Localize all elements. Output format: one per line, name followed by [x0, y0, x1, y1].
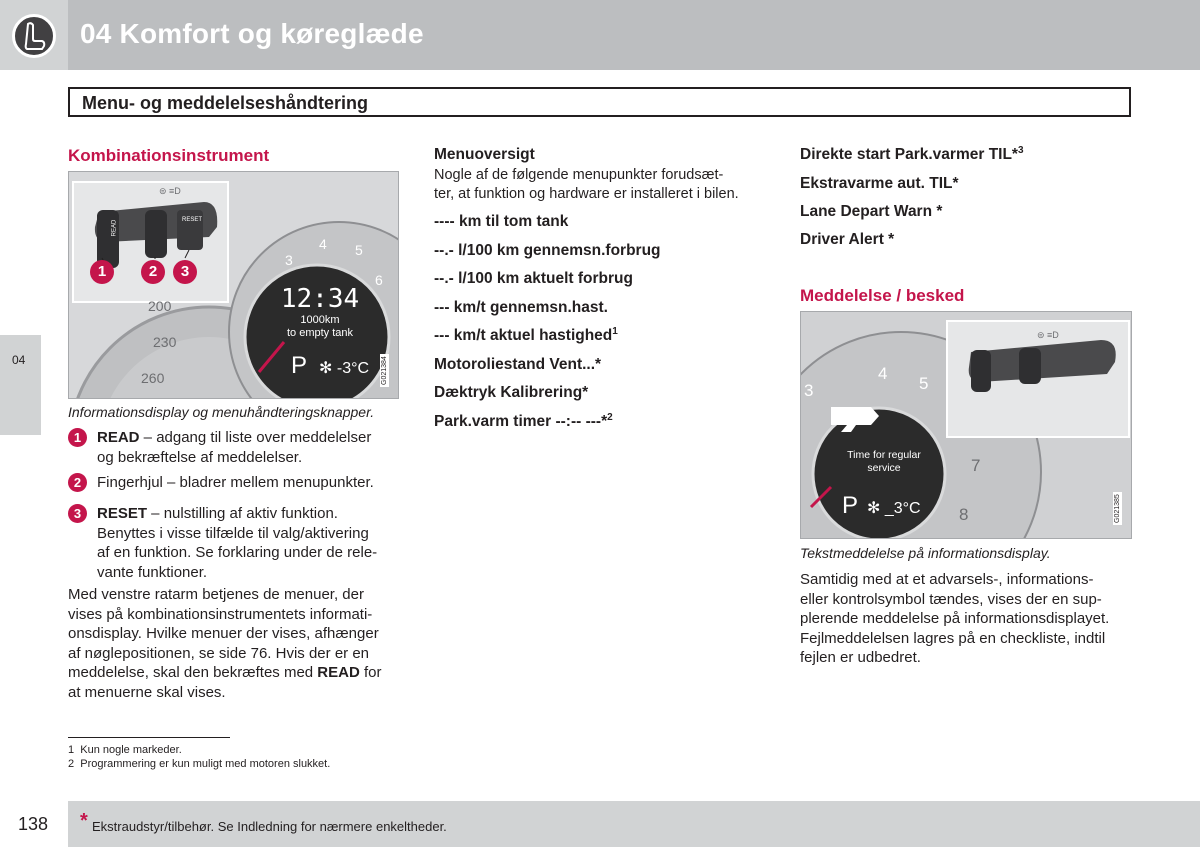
speedo-label-200: 200 [148, 298, 172, 314]
chapter-side-tab [0, 335, 41, 435]
intro-line: Nogle af de følgende menupunkter forudsæt- [434, 167, 724, 183]
paragraph-line: Fejlmeddelelsen lagres på en checkliste, indtil [800, 629, 1106, 647]
footnote-number: 2 [68, 758, 75, 770]
figure-code: G021384 [381, 356, 388, 385]
list-item-text: – nulstilling af aktiv funktion. [147, 505, 338, 522]
display-temperature [867, 498, 921, 518]
list-item-reset [97, 504, 377, 582]
gauge-label-3: 3 [804, 381, 814, 400]
display-temperature [319, 358, 369, 378]
figure-caption-left: Informationsdisplay og menuhåndteringsknapper. [68, 404, 375, 420]
menu-item-text: ---- km til tom tank [434, 213, 569, 230]
list-item-bold: READ [97, 429, 140, 446]
footer-text: Ekstraudstyr/tilbehør. Se Indledning for nærmere enkeltheder. [92, 819, 447, 834]
list-item-bold: RESET [97, 505, 148, 522]
list-item-text: Fingerhjul – bladrer mellem menupunkter. [97, 474, 374, 491]
menu-item-text: Lane Depart Warn * [800, 203, 943, 220]
side-tab-label: 04 [12, 353, 26, 367]
menu-item-text: Motoroliestand Vent...* [434, 356, 602, 373]
footnote-1 [68, 744, 182, 756]
menu-item [434, 213, 568, 231]
paragraph-line: Med venstre ratarm betjenes de menuer, der [68, 586, 364, 603]
menu-intro [434, 166, 739, 204]
intro-line: ter, at funktion og hardware er installeret i bilen. [434, 186, 739, 202]
menu-item [434, 413, 613, 431]
list-marker-1: 1 [68, 428, 87, 447]
menu-item-text: --- km/t gennemsn.hast. [434, 299, 608, 316]
menu-item [434, 384, 588, 402]
paragraph-line: vises på kombinationsinstrumentets informati- [68, 605, 373, 623]
figure-caption-right: Tekstmeddelelse på informationsdisplay. [800, 545, 1051, 561]
display-line-2: to empty tank [286, 327, 354, 339]
message-line-2: service [867, 462, 901, 474]
message-line-1: Time for regular [847, 449, 921, 461]
display-temperature-value: -3°C [336, 360, 370, 377]
stalk-read-label: READ [111, 219, 118, 237]
footnote-number: 1 [68, 744, 75, 756]
list-marker-3: 3 [68, 504, 87, 523]
heading-kombinationsinstrument: Kombinationsinstrument [68, 146, 270, 165]
figure-code: G021385 [1114, 494, 1121, 523]
footer-star: * [80, 810, 88, 832]
menu-item [800, 203, 942, 221]
paragraph-line: af nøglepositionen, se side 76. Hvis der er en [68, 644, 370, 662]
rpm-label-6: 6 [375, 272, 383, 288]
list-item-read [97, 428, 371, 467]
rpm-label-3: 3 [285, 252, 293, 268]
menu-item-text: Driver Alert * [800, 231, 895, 248]
message-display-figure [800, 311, 1132, 539]
list-item-fingerhjul [97, 473, 374, 493]
display-gear: P [842, 492, 859, 519]
display-gear: P [291, 352, 308, 379]
display-temperature-value: _3°C [884, 500, 921, 517]
menu-item-text: --.- l/100 km gennemsn.forbrug [434, 242, 661, 259]
heading-menuoversigt: Menuoversigt [434, 146, 535, 163]
list-item-text: og bekræftelse af meddelelser. [97, 448, 303, 466]
menu-item [800, 146, 1024, 164]
menu-item-text: Park.varm timer --:-- ---* [434, 413, 608, 430]
menu-item-text: --- km/t aktuel hastighed [434, 327, 613, 344]
chapter-title: 04 Komfort og køreglæde [80, 18, 424, 49]
section-title-box [68, 87, 1131, 117]
speedo-label-230: 230 [153, 334, 177, 350]
paragraph-line: meddelelse, skal den bekræftes med [68, 664, 318, 682]
paragraph-line: for [359, 664, 382, 682]
heading-meddelelse: Meddelelse / besked [800, 286, 965, 305]
footer-band [68, 801, 1200, 847]
footnote-rule [68, 737, 230, 738]
list-item-text: – adgang til liste over meddelelser [139, 429, 372, 446]
section-title: Menu- og meddelelseshåndtering [82, 93, 369, 113]
footnote-ref: 2 [607, 411, 613, 423]
left-paragraph [68, 585, 382, 703]
list-item-text: Benyttes i visse tilfælde til valg/aktivering [97, 524, 369, 542]
paragraph-bold: READ [317, 664, 360, 682]
menu-item-text: --.- l/100 km aktuelt forbrug [434, 270, 633, 287]
snowflake-icon: ✻ [319, 360, 337, 377]
svg-text:⊜ ≡D: ⊜ ≡D [159, 186, 181, 196]
display-line-1: 1000km [300, 314, 340, 326]
menu-item [434, 299, 608, 317]
rpm-label-5: 5 [355, 242, 363, 258]
right-paragraph [800, 570, 1109, 668]
gauge-label-8: 8 [959, 505, 969, 524]
menu-item [434, 270, 633, 288]
menu-item-text: Direkte start Park.varmer TIL* [800, 146, 1018, 163]
seat-icon [12, 14, 56, 58]
footnote-ref: 3 [1017, 144, 1024, 156]
footnote-text: Programmering er kun muligt med motoren slukket. [80, 758, 331, 770]
footnote-text: Kun nogle markeder. [80, 744, 182, 756]
paragraph-line: plerende meddelelse på informationsdisplayet. [800, 610, 1110, 628]
menu-item [800, 175, 959, 193]
marker-3: 3 [173, 260, 197, 284]
rpm-label-4: 4 [319, 236, 327, 252]
paragraph-line: onsdisplay. Hvilke menuer der vises, afhænger [68, 625, 379, 643]
marker-1: 1 [90, 260, 114, 284]
menu-item [434, 327, 618, 345]
snowflake-icon: ✻ [867, 500, 885, 517]
footnote-ref: 1 [612, 325, 618, 337]
display-clock: 12:34 [280, 284, 360, 314]
stalk-reset-label: RESET [182, 217, 203, 223]
gauge-label-4: 4 [878, 364, 888, 383]
marker-2: 2 [141, 260, 165, 284]
list-item-text: af en funktion. Se forklaring under de rele- [97, 544, 378, 562]
chapter-icon-area [0, 0, 68, 70]
menu-item [800, 231, 894, 249]
gauge-label-7: 7 [971, 456, 981, 475]
menu-item-text: Dæktryk Kalibrering* [434, 384, 589, 401]
menu-item [434, 356, 601, 374]
paragraph-line: at menuerne skal vises. [68, 683, 226, 701]
page-number: 138 [18, 814, 49, 834]
paragraph-line: eller kontrolsymbol tændes, vises der en sup- [800, 590, 1102, 608]
paragraph-line: Samtidig med at et advarsels-, informations- [800, 571, 1094, 588]
instrument-cluster-figure [68, 171, 399, 399]
menu-item-text: Ekstravarme aut. TIL* [800, 175, 959, 192]
svg-text:⊜ ≡D: ⊜ ≡D [1037, 330, 1059, 340]
paragraph-line: fejlen er udbedret. [800, 649, 921, 667]
menu-item [434, 242, 661, 260]
speedo-label-260: 260 [141, 370, 165, 386]
list-item-text: vante funktioner. [97, 563, 208, 581]
gauge-label-5: 5 [919, 374, 929, 393]
footnote-2 [68, 758, 330, 770]
list-marker-2: 2 [68, 473, 87, 492]
